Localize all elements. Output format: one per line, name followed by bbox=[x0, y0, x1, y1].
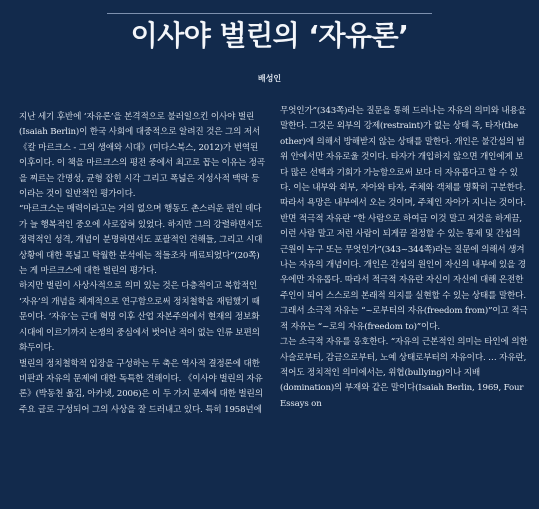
page-title: 이사야 벌린의 ‘자유론’ bbox=[130, 19, 409, 52]
paragraph: 그는 소극적 자유를 옹호한다. “자유의 근본적인 의미는 타인에 의한 사슬로부터, 감금으로부터, 노예 상태로부터의 자유이다. … 자유란, 적어도 정치적인 의미에서는, 위협(bullying)이나 지배(domination)의 부재와 같은 말이다(Isaiah Berlin, 1969, Four Essays on bbox=[280, 337, 528, 409]
paragraph: 하지만 벌린이 사상사적으로 의미 있는 것은 다층적이고 복합적인 ‘자유’의 개념을 체계적으로 연구함으로써 정치철학을 재텀했기 때문이다. ‘자유’는 근대 혁명 이후 산업 자본주의에서 현재의 정보화 시대에 이르기까지 논쟁의 중심에서 벗어난 적이 없는 인류 보편의 화두이다. bbox=[19, 281, 260, 354]
paragraph: 지난 세기 후반에 ‘자유론’을 본격적으로 불러일으킨 이사야 벌린(Isaiah Berlin)이 한국 사회에 대중적으로 알려진 것은 그의 저서 《칼 마르크스 - 그의 생애와 시대》(미다스북스, 2012)가 번역된 이후이다. 이 책을 마르크스의 평전 중에서 최고로 꼽는 이유는 정곡을 찌르는 간명성, 균형 잡힌 시각 그리고 폭넓은 지성사적 맥락 등이라는 것이 일반적인 평가이다. bbox=[19, 112, 265, 200]
paragraph: 벌린의 정치철학적 입장을 구성하는 두 축은 역사적 결정론에 대한 비판과 자유의 문제에 대한 독특한 견해이다. 《이사야 벌린의 자유론》(박동천 옮김, 아카넷, 2006)은 이 두 가지 문제에 대한 벌린의 주요 글로 구성되어 그의 사상을 잘 드러내고 있다. 특히 1958년에 bbox=[19, 358, 263, 415]
paragraph: “마르크스는 매력이라고는 거의 없으며 행동도 촌스러운 편인 데다가 늘 행복적인 중오에 사로잡혀 있었다. 하지만 그의 강렬하면서도 정력적인 성격, 개념이 분명하면서도 포괄적인 견해들, 그리고 시대 상황에 대한 폭넓고 탁월한 분석에는 적들조차 매료되었다”(20쪽)는 게 마르크스에 대한 벌린의 평가다. bbox=[19, 204, 263, 277]
author-name: 배성인 bbox=[257, 74, 282, 83]
title-rule bbox=[107, 13, 432, 14]
left-column bbox=[19, 110, 267, 418]
paragraph: 반면 적극적 자유란 “한 사람으로 하여금 이것 말고 저것을 하게끔, 이런 사람 말고 저런 사람이 되게끔 결정할 수 있는 통제 및 간섭의 근원이 누구 또는 무엇인가”(343~344쪽)라는 질문에 의해서 생겨나는 자유의 개념이다. 개인은 간섭의 원인이 자신의 내부에 있을 경우에만 자유롭다. 따라서 적극적 자유란 자신이 자신에 대해 온전한 주인이 되어 스스로의 본래적 의지를 실현할 수 있는 상태를 말한다. 그래서 소극적 자유는 “~로부터의 자유(freedom from)”이고 적극적 자유는 “~로의 자유(freedom to)”이다. bbox=[280, 213, 528, 332]
paragraph: 무엇인가”(343쪽)라는 질문을 통해 드러나는 자유의 의미와 내용을 말한다. 그것은 외부의 강제(restraint)가 없는 상태 즉, 타자(the other)에 의해서 방해받지 않는 상태를 말한다. 개인은 불간섭의 범위 안에서만 자유로울 것이다. 타자가 개입하지 않으면 개인에게 보다 많은 선택과 기회가 가능함으로써 보다 더 자유롭다고 할 수 있다. 이는 내부와 외부, 자아와 타자, 주체와 객체를 명확히 구분한다. 따라서 욕망은 내부에서 오는 것이며, 주체인 자아가 지니는 것이다. bbox=[280, 106, 526, 209]
right-column bbox=[280, 104, 528, 412]
